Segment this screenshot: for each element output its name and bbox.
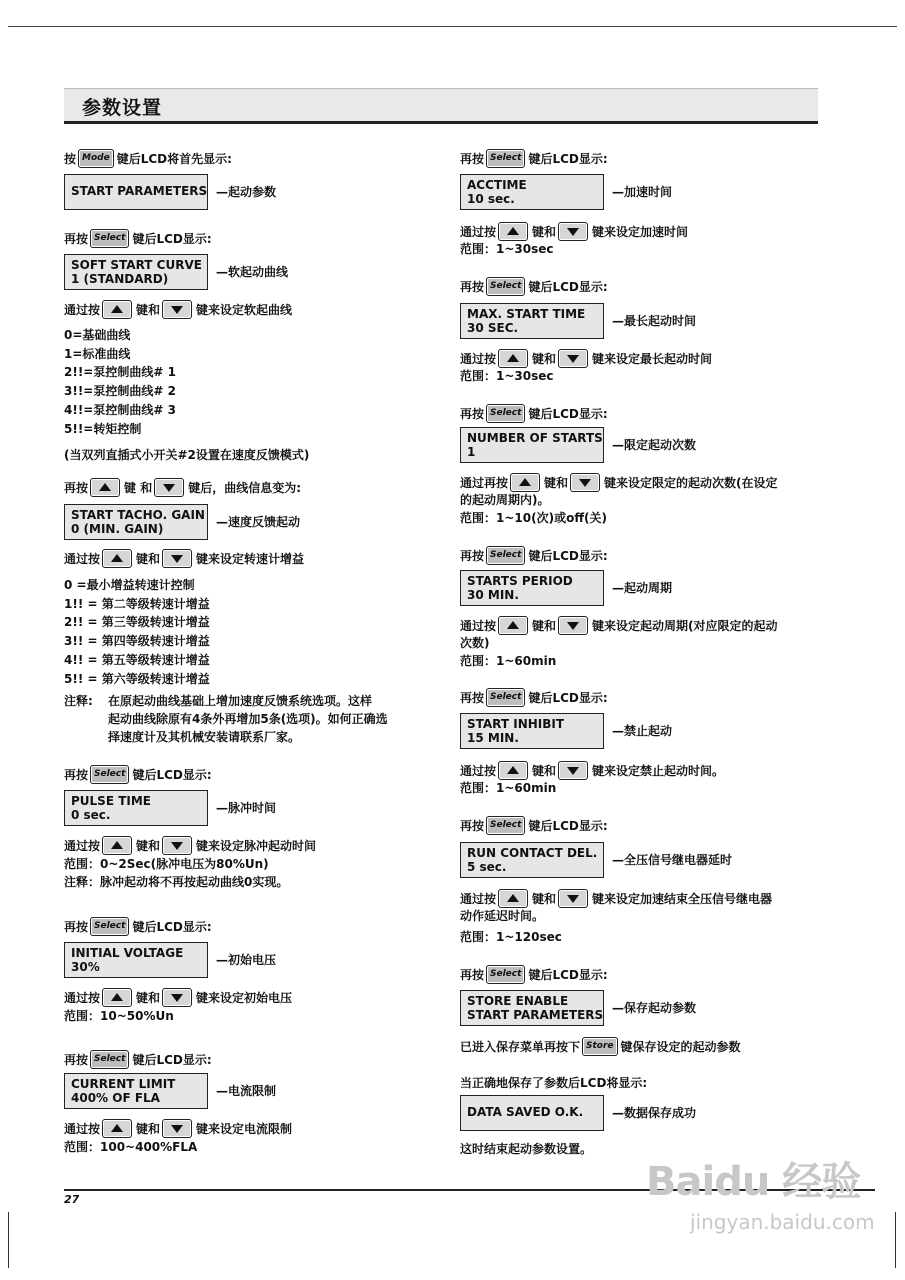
lcd-display [460,713,604,749]
select-line [460,404,825,425]
text: 通过再按 [460,476,509,490]
lcd-display [64,942,208,978]
again-arrows-line [64,478,434,499]
lcd-display [64,254,208,290]
down-arrow-key-icon [154,478,184,497]
lcd-soft-start-curve [64,254,434,290]
note-text [108,692,388,746]
lcd-current-limit [64,1073,434,1109]
text: 通过按 [460,352,497,366]
select-key-icon: Select [486,404,525,423]
lcd-line1: ACCTIME [467,178,527,192]
lcd-start-inhibit [460,713,825,749]
down-arrow-key-icon [162,1119,192,1138]
text: 键和 [136,1122,161,1136]
up-arrow-key-icon [102,300,132,319]
gain-list [64,576,434,688]
select-key-icon: Select [486,688,525,707]
lcd-label: —起动参数 [216,185,277,199]
set-curlim-line [64,1119,434,1140]
initv-range: 范围：10~50%Un [64,1009,174,1023]
up-arrow-key-icon [102,988,132,1007]
text: 键来设定转速计增益 [196,552,305,566]
select-line [64,765,434,786]
lcd-line2: START PARAMETERS [467,1008,604,1022]
text: 再按 [64,768,89,782]
up-arrow-key-icon [498,222,528,241]
text: 再按 [460,549,485,563]
select-line [64,1050,434,1071]
intro-pre: 按 [64,152,77,166]
curlim-range: 范围：100~400%FLA [64,1140,198,1154]
lcd-line1: CURRENT LIMIT [71,1077,176,1091]
text: 键和 [544,476,569,490]
text: 键来设定软起曲线 [196,303,293,317]
lcd-label: —限定起动次数 [612,438,697,452]
list-item: 1=标准曲线 [64,346,131,361]
watermark-url: jingyan.baidu.com [690,1210,875,1234]
inhibit-range: 范围：1~60min [460,781,557,795]
lcd-line2: 10 sec. [467,192,515,206]
lcd-line1: MAX. START TIME [467,307,586,321]
lcd-line1: PULSE TIME [71,794,151,808]
text: 通过按 [64,991,101,1005]
lcd-label: —起动周期 [612,581,673,595]
text: 键来设定禁止起动时间。 [592,764,725,778]
text: 通过按 [64,552,101,566]
set-tacho-line [64,549,434,570]
select-key-icon: Select [486,277,525,296]
period-range: 范围：1~60min [460,654,557,668]
text: 键和 [532,764,557,778]
text: 通过按 [64,1122,101,1136]
lcd-display [460,303,604,339]
text: 通过按 [64,303,101,317]
down-arrow-key-icon [162,549,192,568]
text: 键后LCD显示: [528,691,608,705]
lcd-start-tacho-gain [64,504,434,540]
note-line: 择速度计及其机械安装请联系厂家。 [108,730,301,744]
select-key-icon: Select [90,1050,129,1069]
text: 键后LCD显示: [132,1053,212,1067]
select-key-icon: Select [486,149,525,168]
maxst-range: 范围：1~30sec [460,369,554,383]
note-line: 在原起动曲线基础上增加速度反馈系统选项。这样 [108,694,373,708]
lcd-label: —数据保存成功 [612,1106,697,1120]
set-soft-line [64,300,434,321]
list-item: 5!! = 第六等级转速计增益 [64,671,210,686]
lcd-line2: 30% [71,960,100,974]
lcd-line1: START INHIBIT [467,717,565,731]
text: 键来设定初始电压 [196,991,293,1005]
lcd-line2: 1 (STANDARD) [71,272,169,286]
up-arrow-key-icon [498,616,528,635]
text: 通过按 [64,839,101,853]
period-cont: 次数) [460,636,490,650]
lcd-start-parameters [64,174,434,210]
lcd-label: —最长起动时间 [612,314,697,328]
text: 再按 [460,691,485,705]
lcd-line1: STORE ENABLE [467,994,569,1008]
lcd-display [460,570,604,606]
select-key-icon: Select [486,965,525,984]
lcd-label: —电流限制 [216,1084,277,1098]
lcd-line1: INITIAL VOLTAGE [71,946,184,960]
lcd-line2: 5 sec. [467,860,507,874]
lcd-line1: STARTS PERIOD [467,574,573,588]
select-line [460,965,825,986]
up-arrow-key-icon [90,478,120,497]
text: 键后LCD显示: [528,407,608,421]
pulse-range: 范围：0~2Sec(脉冲电压为80%Un) [64,857,269,871]
text: 键后LCD显示: [528,819,608,833]
intro-post: 键后LCD将首先显示: [116,152,232,166]
text: 键后LCD显示: [528,280,608,294]
text: 再按 [64,1053,89,1067]
lcd-label: —软起动曲线 [216,265,289,279]
text: 通过按 [460,764,497,778]
page-title: 参数设置 [82,97,163,119]
list-item: 1!! = 第二等级转速计增益 [64,596,210,611]
text: 通过按 [460,619,497,633]
lcd-data-saved [460,1095,825,1131]
runc-cont: 动作延迟时间。 [460,909,545,923]
up-arrow-key-icon [102,836,132,855]
set-pulse-line [64,836,434,857]
list-item: 3!! = 第四等级转速计增益 [64,634,210,649]
lcd-store-enable [460,990,825,1026]
select-key-icon: Select [486,546,525,565]
text: 键后LCD显示: [528,152,608,166]
lcd-label: —禁止起动 [612,724,673,738]
pulse-note: 注释：脉冲起动将不再按起动曲线0实现。 [64,875,289,889]
section-banner [64,88,818,124]
select-line [64,917,434,938]
select-key-icon: Select [90,229,129,248]
tacho-note [64,692,434,744]
text: 键和 [532,892,557,906]
text: 键来设定加速结束全压信号继电器 [592,892,773,906]
down-arrow-key-icon [558,349,588,368]
lcd-line1: NUMBER OF STARTS [467,431,603,445]
list-item: 3!!=泵控制曲线# 2 [64,384,176,399]
lcd-display [64,504,208,540]
text: 键和 [532,225,557,239]
runc-range: 范围：1~120sec [460,930,562,944]
lcd-label: —加速时间 [612,185,673,199]
mode-key-icon: Mode [78,149,114,168]
watermark-logo: Baidu 经验 [646,1159,861,1205]
text: 键和 [532,352,557,366]
lcd-display [64,790,208,826]
lcd-display [64,1073,208,1109]
lcd-line1: RUN CONTACT DEL. [467,846,598,860]
set-initv-line [64,988,434,1009]
text: 已进入保存菜单再按下 [460,1040,581,1054]
lcd-label: —全压信号继电器延时 [612,853,733,867]
numst-range: 范围：1~10(次)或off(关) [460,511,608,525]
text: 通过按 [460,225,497,239]
text: 键来设定电流限制 [196,1122,293,1136]
text: 键和 [532,619,557,633]
select-key-icon: Select [486,816,525,835]
saved-intro: 当正确地保存了参数后LCD将显示: [460,1076,648,1090]
text: 键和 [136,991,161,1005]
intro-line [64,149,434,170]
select-key-icon: Select [90,917,129,936]
lcd-label: —速度反馈起动 [216,515,301,529]
text: 键后，曲线信息变为: [188,481,302,495]
lcd-display: START PARAMETERS [64,174,208,210]
down-arrow-key-icon [558,889,588,908]
text: 键 和 [124,481,153,495]
text: 再按 [460,968,485,982]
curve-list [64,326,434,438]
lcd-max-start-time [460,303,825,339]
list-item: 2!! = 第三等级转速计增益 [64,615,210,630]
text: 再按 [64,920,89,934]
lcd-label: —脉冲时间 [216,801,277,815]
top-rule [8,26,897,27]
text: 键和 [136,303,161,317]
list-item: 4!! = 第五等级转速计增益 [64,652,210,667]
text: 键后LCD显示: [528,549,608,563]
lcd-label: —初始电压 [216,953,277,967]
lcd-line1: SOFT START CURVE [71,258,202,272]
lcd-line2: 0 sec. [71,808,111,822]
numst-cont: 的起动周期内)。 [460,493,550,507]
select-line [460,816,825,837]
down-arrow-key-icon [558,616,588,635]
text: 通过按 [460,892,497,906]
lcd-line2: 0 (MIN. GAIN) [71,522,164,536]
acc-range: 范围：1~30sec [460,242,554,256]
text: 键和 [136,552,161,566]
select-post: 键后LCD显示: [132,232,212,246]
up-arrow-key-icon [498,889,528,908]
saved-end: 这时结束起动参数设置。 [460,1142,593,1156]
lcd-line1: START TACHO. GAIN [71,508,205,522]
text: 键来设定起动周期(对应限定的起动 [592,619,778,633]
down-arrow-key-icon [162,988,192,1007]
lcd-display [460,427,604,463]
list-item: 4!!=泵控制曲线# 3 [64,402,176,417]
lcd-label: —保存起动参数 [612,1001,697,1015]
select-line [460,277,825,298]
store-line [460,1037,825,1058]
select-line [460,546,825,567]
left-edge-line [8,1212,9,1268]
up-arrow-key-icon [102,549,132,568]
list-item: 0 =最小增益转速计控制 [64,578,195,592]
select-line [460,688,825,709]
select-line [64,229,434,250]
lcd-pulse-time [64,790,434,826]
down-arrow-key-icon [558,222,588,241]
text: 键保存设定的起动参数 [620,1040,741,1054]
list-item: 0=基础曲线 [64,328,131,342]
text: 键来设定加速时间 [592,225,689,239]
text: 再按 [460,280,485,294]
text: 键来设定脉冲起动时间 [196,839,317,853]
lcd-starts-period [460,570,825,606]
curve-note: (当双列直插式小开关#2设置在速度反馈模式) [64,448,310,462]
down-arrow-key-icon [570,473,600,492]
list-item: 2!!=泵控制曲线# 1 [64,365,176,380]
lcd-line2: 30 MIN. [467,588,519,602]
select-line [460,149,825,170]
lcd-line2: 15 MIN. [467,731,519,745]
lcd-line2: 400% OF FLA [71,1091,160,1105]
lcd-display [460,174,604,210]
text: 再按 [460,819,485,833]
text: 再按 [460,152,485,166]
lcd-initial-voltage [64,942,434,978]
lcd-display [460,990,604,1026]
lcd-display: DATA SAVED O.K. [460,1095,604,1131]
lcd-run-contact-del [460,842,825,878]
text: 再按 [460,407,485,421]
text: 键来设定最长起动时间 [592,352,713,366]
text: 键后LCD显示: [132,768,212,782]
text: 键后LCD显示: [528,968,608,982]
list-item: 5!!=转矩控制 [64,421,142,436]
watermark [636,1150,875,1250]
lcd-line2: 30 SEC. [467,321,519,335]
text: 键来设定限定的起动次数(在设定 [604,476,778,490]
text: 键后LCD显示: [132,920,212,934]
lcd-line2: 1 [467,445,476,459]
up-arrow-key-icon [498,761,528,780]
right-edge-line [895,1212,896,1268]
page-number: 27 [64,1193,80,1206]
note-label: 注释: [64,694,93,708]
select-pre: 再按 [64,232,89,246]
select-key-icon: Select [90,765,129,784]
down-arrow-key-icon [162,836,192,855]
up-arrow-key-icon [498,349,528,368]
lcd-display [460,842,604,878]
text: 再按 [64,481,89,495]
lcd-number-of-starts [460,427,825,463]
text: 键和 [136,839,161,853]
note-line: 起动曲线除原有4条外再增加5条(选项)。如何正确选 [108,712,388,726]
down-arrow-key-icon [162,300,192,319]
down-arrow-key-icon [558,761,588,780]
up-arrow-key-icon [510,473,540,492]
store-key-icon: Store [582,1037,618,1056]
up-arrow-key-icon [102,1119,132,1138]
lcd-acctime [460,174,825,210]
